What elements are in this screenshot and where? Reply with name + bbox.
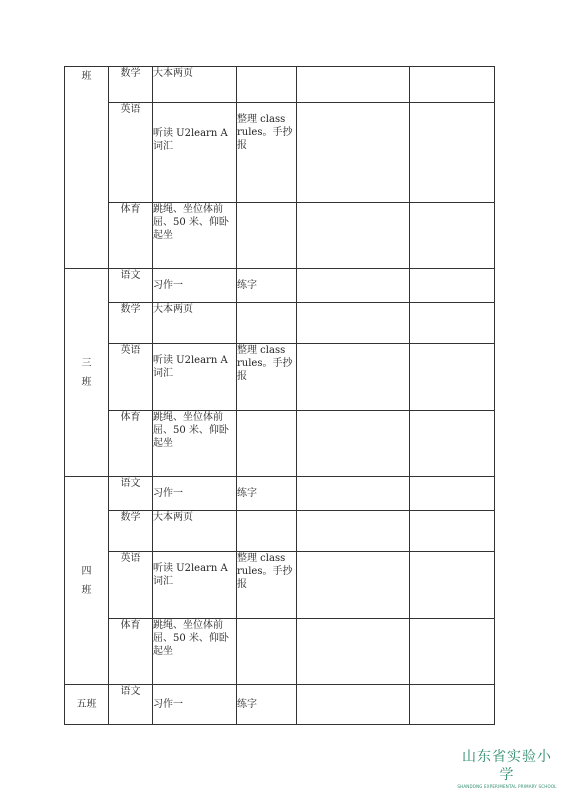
table-row xyxy=(65,67,495,103)
empty-cell xyxy=(297,552,410,619)
empty-cell xyxy=(410,411,495,477)
empty-cell xyxy=(410,67,495,103)
empty-cell xyxy=(237,511,297,552)
table-row xyxy=(65,477,495,511)
class-cell xyxy=(65,269,109,477)
empty-cell xyxy=(237,203,297,269)
class-cell xyxy=(65,67,109,269)
table-row xyxy=(65,103,495,203)
task-cell: 练字 xyxy=(237,685,297,725)
task-cell: 跳绳、坐位体前屈、50 米、仰卧起坐 xyxy=(153,619,237,685)
subject-cell: 体育 xyxy=(109,619,153,685)
empty-cell xyxy=(297,685,410,725)
task-cell: 跳绳、坐位体前屈、50 米、仰卧起坐 xyxy=(153,203,237,269)
subject-cell: 英语 xyxy=(109,103,153,203)
empty-cell xyxy=(297,203,410,269)
empty-cell xyxy=(297,477,410,511)
empty-cell xyxy=(410,103,495,203)
task-cell: 大本两页 xyxy=(153,67,237,103)
empty-cell xyxy=(410,303,495,344)
homework-table xyxy=(64,66,495,725)
task-cell: 听读 U2learn A 词汇 xyxy=(153,344,237,411)
class-cell: 五班 xyxy=(65,685,109,725)
task-cell: 大本两页 xyxy=(153,303,237,344)
subject-cell: 语文 xyxy=(109,477,153,511)
table-row xyxy=(65,411,495,477)
school-logo xyxy=(457,748,557,790)
task-cell: 习作一 xyxy=(153,685,237,725)
class-label: 四 xyxy=(81,565,92,577)
table-row xyxy=(65,511,495,552)
empty-cell xyxy=(297,303,410,344)
school-logo-name: 山东省实验小学 xyxy=(462,749,552,783)
subject-cell: 数学 xyxy=(109,511,153,552)
empty-cell xyxy=(237,67,297,103)
class-label: 班 xyxy=(81,584,92,596)
table-row xyxy=(65,619,495,685)
table-row xyxy=(65,685,495,725)
table-row xyxy=(65,269,495,303)
subject-cell: 语文 xyxy=(109,269,153,303)
empty-cell xyxy=(410,552,495,619)
empty-cell xyxy=(297,344,410,411)
empty-cell xyxy=(297,67,410,103)
class-label: 班 xyxy=(81,376,92,388)
empty-cell xyxy=(237,411,297,477)
class-cell xyxy=(65,477,109,685)
subject-cell: 数学 xyxy=(109,67,153,103)
task-cell: 习作一 xyxy=(153,477,237,511)
table-row xyxy=(65,344,495,411)
class-label: 班 xyxy=(81,71,92,82)
class-label: 三 xyxy=(81,357,92,369)
task-cell: 跳绳、坐位体前屈、50 米、仰卧起坐 xyxy=(153,411,237,477)
subject-cell: 英语 xyxy=(109,552,153,619)
empty-cell xyxy=(237,303,297,344)
empty-cell xyxy=(410,269,495,303)
empty-cell xyxy=(410,511,495,552)
empty-cell xyxy=(410,685,495,725)
table-row xyxy=(65,552,495,619)
task-cell: 习作一 xyxy=(153,269,237,303)
empty-cell xyxy=(297,269,410,303)
empty-cell xyxy=(237,619,297,685)
table-row xyxy=(65,203,495,269)
task-cell: 听读 U2learn A 词汇 xyxy=(153,552,237,619)
table-row xyxy=(65,303,495,344)
task-cell: 整理 class rules。手抄报 xyxy=(237,552,297,619)
empty-cell xyxy=(297,411,410,477)
empty-cell xyxy=(410,477,495,511)
task-cell: 大本两页 xyxy=(153,511,237,552)
task-cell: 练字 xyxy=(237,477,297,511)
subject-cell: 体育 xyxy=(109,411,153,477)
empty-cell xyxy=(410,203,495,269)
task-cell: 练字 xyxy=(237,269,297,303)
empty-cell xyxy=(297,511,410,552)
subject-cell: 语文 xyxy=(109,685,153,725)
subject-cell: 体育 xyxy=(109,203,153,269)
subject-cell: 英语 xyxy=(109,344,153,411)
subject-cell: 数学 xyxy=(109,303,153,344)
empty-cell xyxy=(297,103,410,203)
empty-cell xyxy=(410,344,495,411)
empty-cell xyxy=(410,619,495,685)
empty-cell xyxy=(297,619,410,685)
task-cell: 整理 class rules。手抄报 xyxy=(237,344,297,411)
school-logo-english: SHANDONG EXPERIMENTAL PRIMARY SCHOOL xyxy=(457,784,557,789)
task-cell: 听读 U2learn A 词汇 xyxy=(153,103,237,203)
task-cell: 整理 class rules。手抄报 xyxy=(237,103,297,203)
